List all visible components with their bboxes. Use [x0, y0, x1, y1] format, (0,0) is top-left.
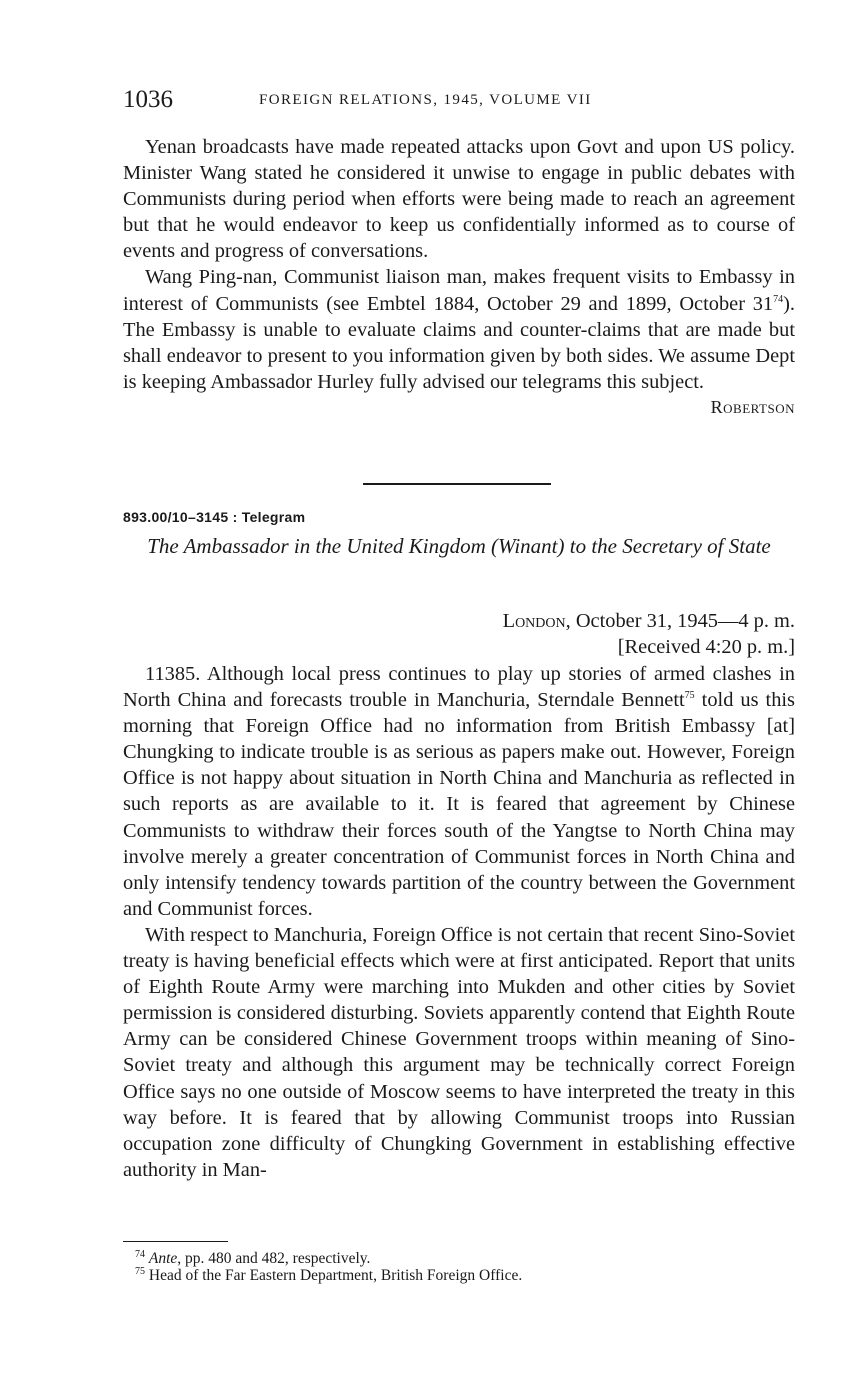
footnote-italic: Ante	[148, 1250, 178, 1267]
telegram-body	[123, 661, 795, 1183]
received-time: [Received 4:20 p. m.]	[617, 636, 795, 658]
paragraph-text: 11385. Although local press continues to play up stories of armed clashes in North China and forecasts trouble in Manchuria, Sterndale Bennett	[123, 663, 795, 712]
paragraph: With respect to Manchuria, Foreign Office is not certain that recent Sino-Soviet treaty is having beneficial effects which were at first anticipated. Report that units of Eighth Route Army were marching into Mukden and other cities by Soviet permission is considered disturbing. Soviets apparently contend that Eighth Route Army can be considered Chinese Government troops within meaning of Sino-Soviet treaty and although this argument may be technically correct Foreign Office says no one outside of Moscow seems to have interpreted the treaty in this way before. It is feared that by allowing Communist troops into Russian occupation zone difficulty of Chungking Government in establishing effective authority in Man-	[123, 923, 795, 1181]
paragraph: Yenan broadcasts have made repeated attacks upon Govt and upon US policy. Minister Wang stated he considered it unwise to engage in public debates with Communists during period when efforts were being made to reach an agreement but that he would endeavor to keep us confidentially informed as to course of events and progress of conversations.	[123, 136, 795, 263]
paragraph-text: told us this morning that Foreign Office had no information from British Embassy [at] Chungking to indicate trouble is as serious as papers make out. However, Foreign Office is not happy about situation in North China and Manchuria as reflected in such reports as are available to it. It is feared that agreement by Chinese Communists to withdraw their forces south of the Yangtse to North China may involve merely a greater concentration of Communist forces in North China and only intensify tendency towards partition of the country between the Government and Communist forces.	[123, 689, 795, 920]
paragraph-text: ). The Embassy is unable to evaluate claims and counter-claims that are made but shall endeavor to present to you information given by both sides. We assume Dept is keeping Ambassador Hurley fully advised our telegrams this subject.	[123, 292, 795, 393]
page-number: 1036	[123, 86, 173, 113]
file-reference: 893.00/10–3145 : Telegram	[123, 509, 306, 525]
previous-telegram-ending	[123, 134, 795, 418]
signature: Robertson	[710, 396, 795, 417]
footnote	[123, 1267, 795, 1284]
footnote-text: , pp. 480 and 482, respectively.	[177, 1250, 371, 1267]
page-header	[123, 86, 795, 122]
dateline	[503, 608, 795, 660]
footnote	[123, 1250, 795, 1267]
footnote-text: Head of the Far Eastern Department, British Foreign Office.	[148, 1267, 523, 1284]
footnote-number: 75	[135, 1265, 145, 1277]
footnote-number: 74	[135, 1248, 145, 1260]
dateline-place: London	[502, 610, 566, 632]
document-title: The Ambassador in the United Kingdom (Winant) to the Secretary of State	[147, 534, 771, 558]
dateline-date: , October 31, 1945—4 p. m.	[565, 610, 795, 632]
footnote-ref: 75	[684, 690, 695, 702]
running-head: FOREIGN RELATIONS, 1945, VOLUME VII	[259, 92, 592, 108]
section-divider	[363, 483, 551, 485]
footnotes	[123, 1250, 795, 1284]
footnote-ref: 74	[773, 293, 784, 305]
paragraph	[123, 264, 795, 394]
paragraph	[123, 661, 795, 922]
paragraph-text: Wang Ping-nan, Communist liaison man, makes frequent visits to Embassy in interest of Communists (see Embtel 1884, October 29 and 1899, October 31	[123, 266, 795, 315]
footnote-divider	[123, 1241, 228, 1242]
